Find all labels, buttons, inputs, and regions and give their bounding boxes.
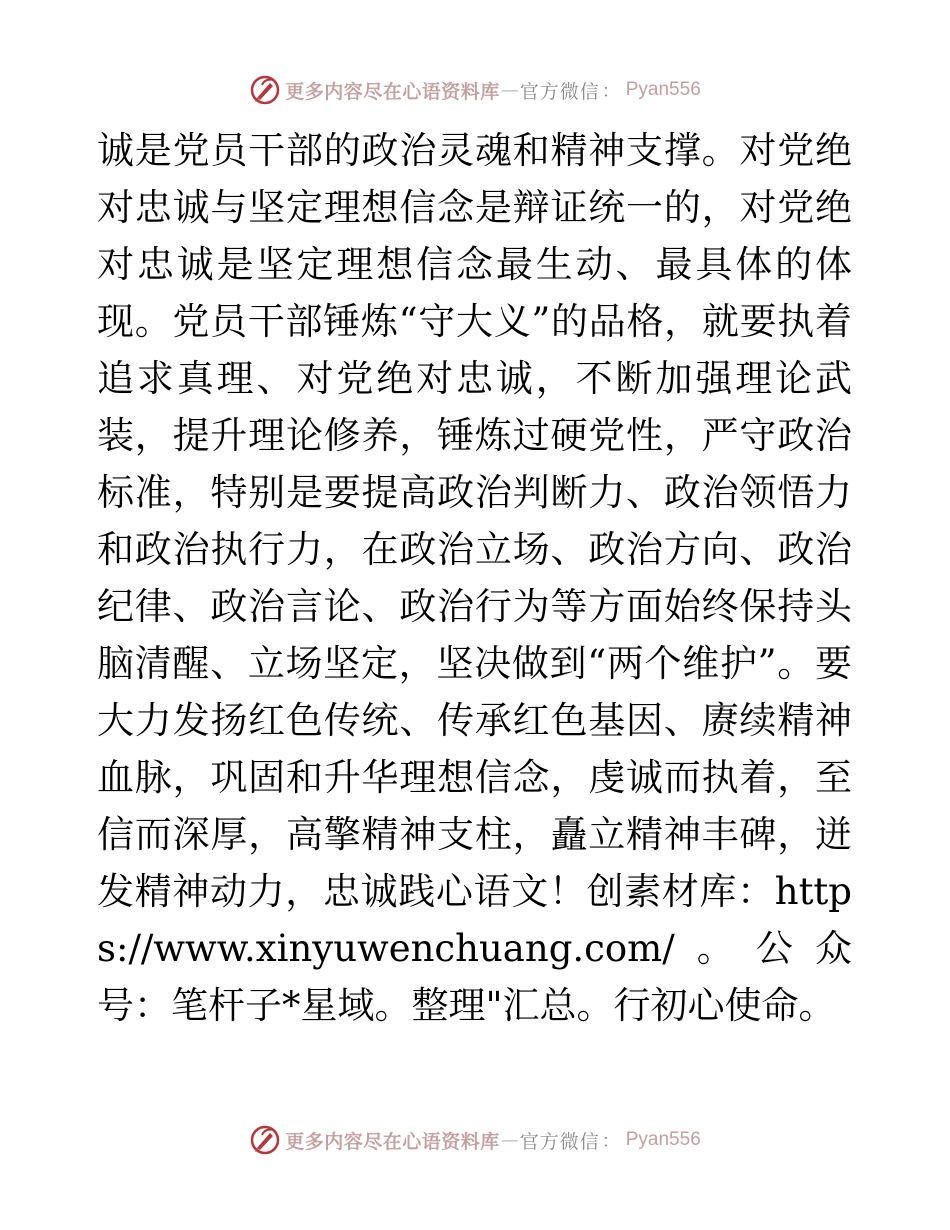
footer-wechat-label: 官方微信: [519, 1130, 600, 1153]
header-wechat-label: 官方微信: [519, 80, 600, 103]
footer-dash: —: [500, 1129, 519, 1151]
header-brand-text: 更多内容尽在心语资料库: [285, 80, 500, 103]
header-wechat-id: Pyan556: [625, 79, 701, 100]
quill-pen-logo-icon: [249, 74, 281, 106]
footer-brand-text: 更多内容尽在心语资料库: [285, 1130, 500, 1153]
header-colon: ：: [601, 81, 620, 102]
header-dash: —: [500, 79, 519, 101]
body-paragraph: 诚是党员干部的政治灵魂和精神支撑。对党绝对忠诚与坚定理想信念是辩证统一的，对党绝对忠诚是坚定理想信念最生动、最具体的体现。党员干部锤炼“守大义”的品格，就要执着追求真理、对党绝对忠诚，不断加强理论武装，提升理论修养，锤炼过硬党性，严守政治标准，特别是要提高政治判断力、政治领悟力和政治执行力，在政治立场、政治方向、政治纪律、政治言论、政治行为等方面始终保持头脑清醒、立场坚定，坚决做到“两个维护”。要大力发扬红色传统、传承红色基因、赓续精神血脉，巩固和升华理想信念，虔诚而执着，至信而深厚，高擎精神支柱，矗立精神丰碑，迸发精神动力，忠诚践心语文！创素材库：https://www.xinyuwenchuang.com/。公众号：笔杆子*星域。整理"汇总。行初心使命。: [97, 129, 852, 1027]
quill-pen-logo-icon: [249, 1124, 281, 1156]
footer-wechat-id: Pyan556: [625, 1129, 701, 1150]
footer-colon: ：: [601, 1131, 620, 1152]
footer-watermark: [0, 1123, 950, 1157]
header-watermark: [0, 73, 950, 107]
